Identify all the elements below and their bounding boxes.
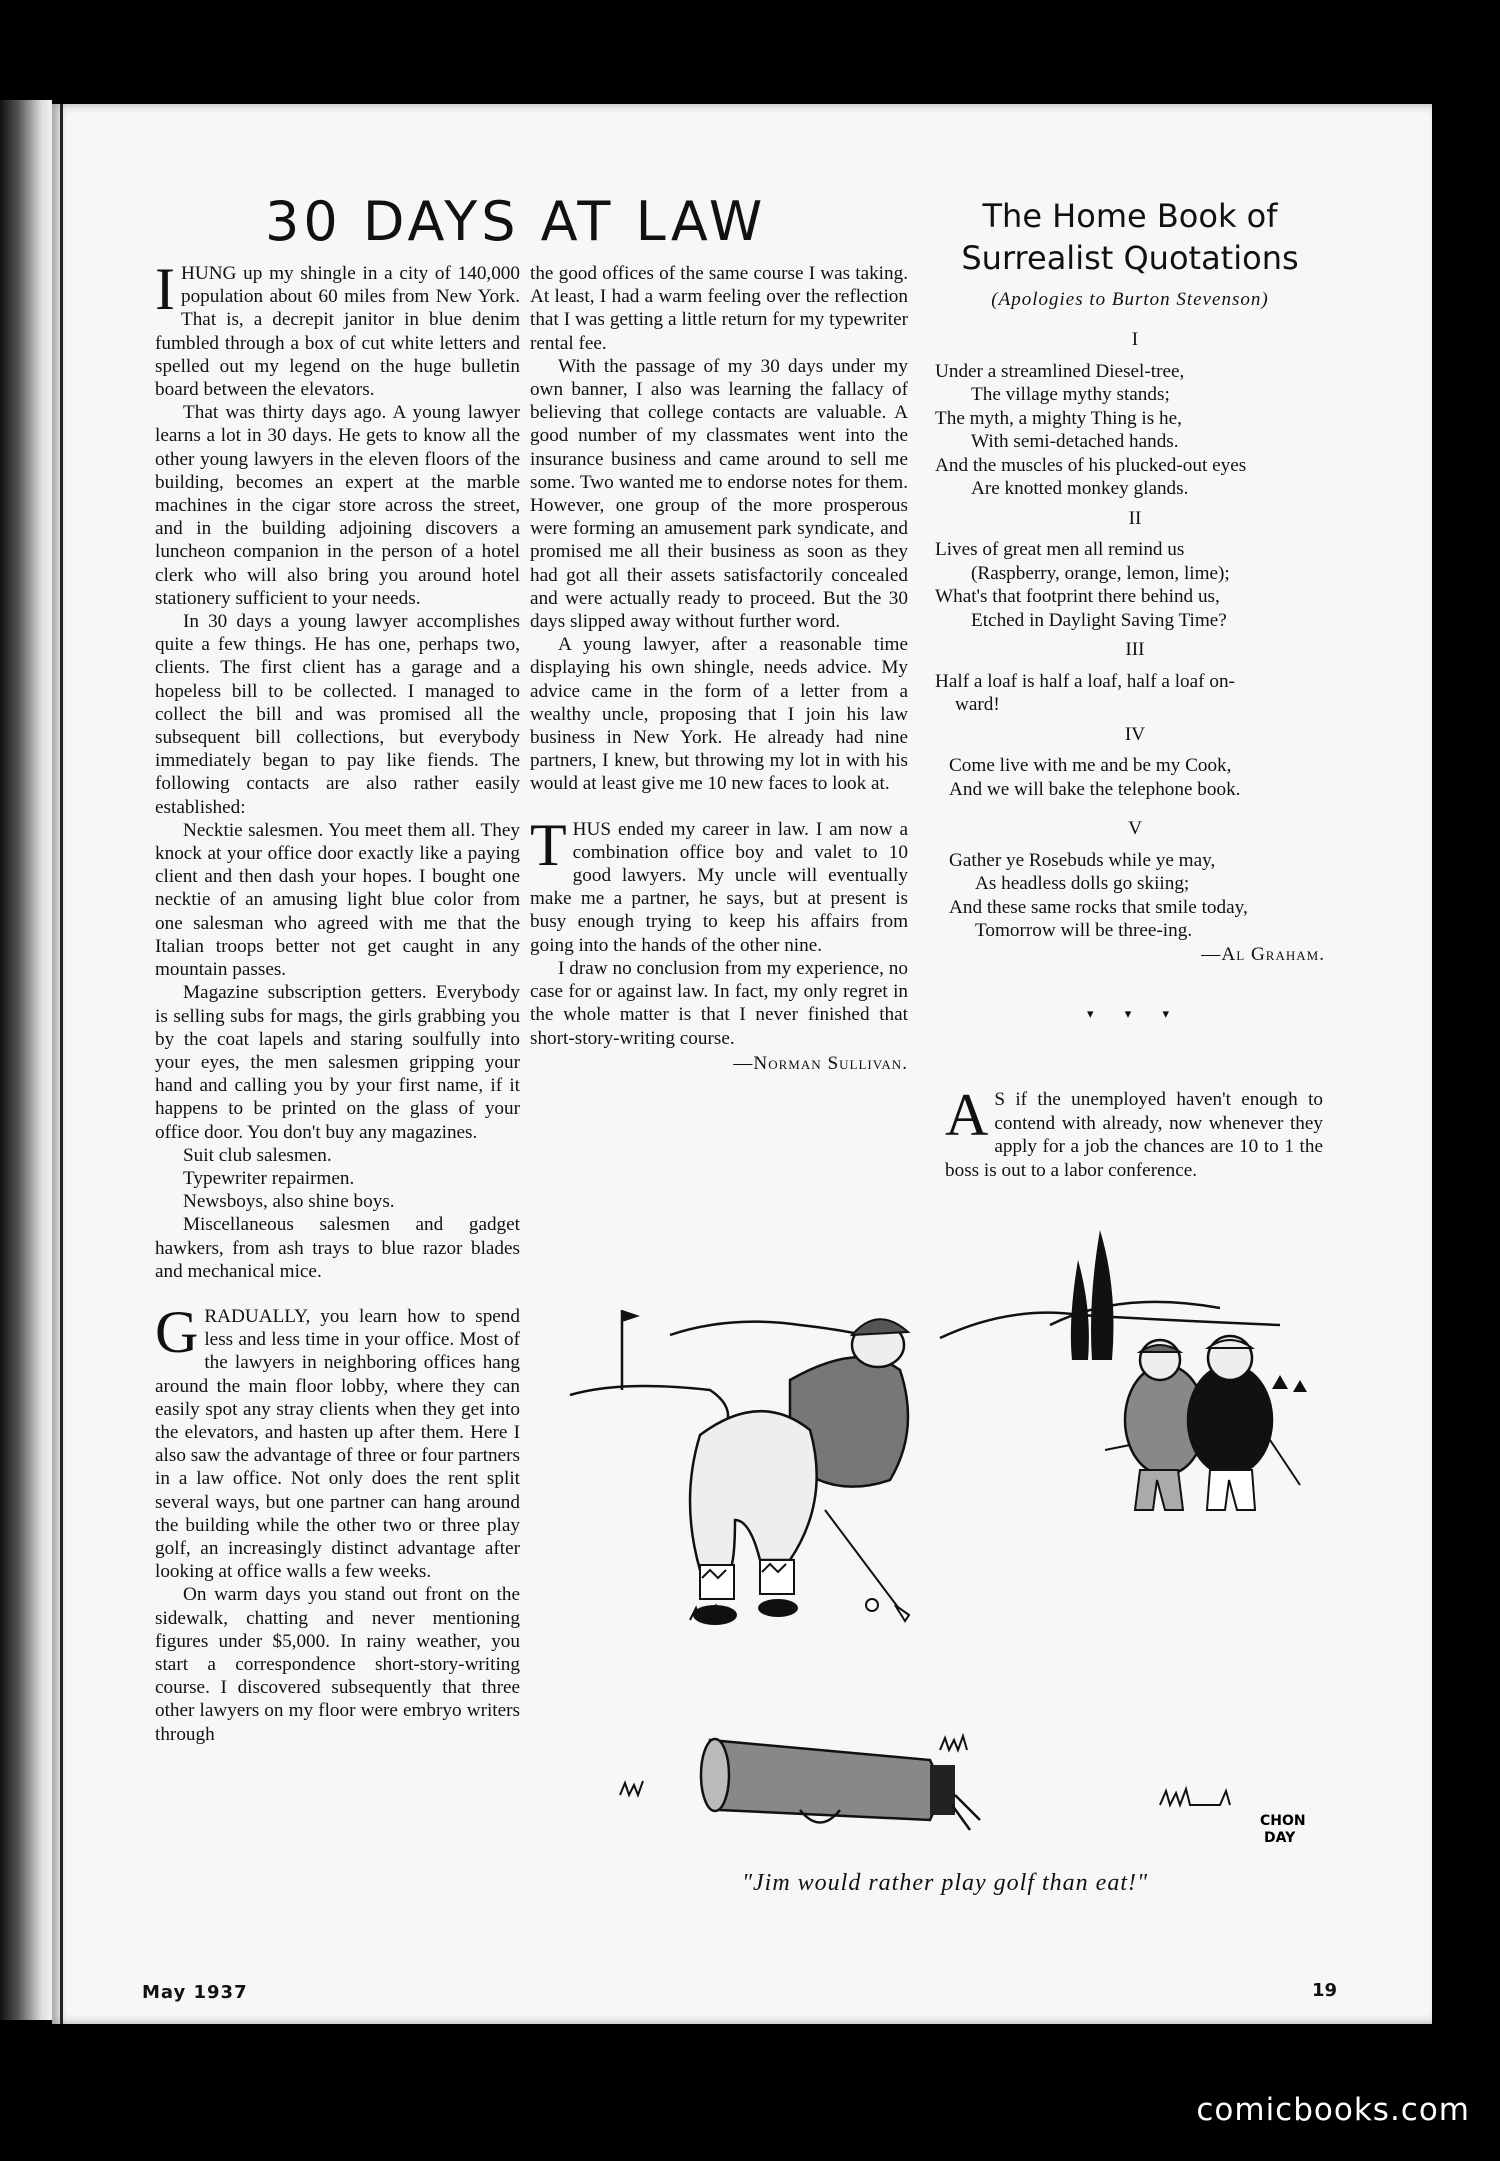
article-column-1 xyxy=(155,256,520,1746)
golf-cartoon-illustration xyxy=(560,1220,1330,1870)
poem-body xyxy=(935,322,1335,1026)
poem-title xyxy=(940,195,1320,279)
flag-icon xyxy=(622,1310,640,1322)
article-paragraph xyxy=(530,811,908,957)
golf-club xyxy=(825,1510,900,1610)
artist-signature: DAY xyxy=(1264,1830,1296,1846)
poem-line: As headless dolls go skiing; xyxy=(975,873,1190,894)
poem-line: Under a streamlined Diesel-tree, xyxy=(935,360,1185,382)
cartoon-caption: "Jim would rather play golf than eat!" xyxy=(741,1870,1149,1896)
drop-cap: T xyxy=(530,811,567,878)
stanza-number: II xyxy=(1128,507,1142,529)
poem-line: Lives of great men all remind us xyxy=(935,539,1185,560)
article-title: 30 DAYS AT LAW xyxy=(265,190,767,253)
article-paragraph: A young lawyer, after a reasonable time displaying his own shingle, needs advice. My advice came in the form of a letter from a wealthy uncle, proposing that I join his law business in New York. He already had nine partners, I knew, but throwing my lot in with his would at least give me 10 new faces to look at. xyxy=(530,634,908,795)
poem-title-line: The Home Book of xyxy=(982,197,1278,235)
gutter-line xyxy=(60,104,63,2024)
article-paragraph: I draw no conclusion from my experience, no case for or against law. In fact, my only regret in the whole matter is that I never finished that short-story-writing course. xyxy=(530,957,908,1049)
poem-line: ward! xyxy=(955,694,1000,715)
golfer-cap xyxy=(852,1319,908,1335)
poem-line: The myth, a mighty Thing is he, xyxy=(935,407,1182,429)
section-dingbats: ▾ ▾ ▾ xyxy=(1086,1006,1184,1021)
hill-line xyxy=(670,1322,880,1340)
poem-line: The village mythy stands; xyxy=(971,384,1170,405)
article-paragraph xyxy=(155,1298,520,1583)
article-paragraph: On warm days you stand out front on the sidewalk, chatting and never mentioning figures under $5,000. In rainy weather, you start a correspondence short-story-writing course. I discovered subsequently that three other lawyers on my floor were embryo writers through xyxy=(155,1584,520,1745)
cypress-tree xyxy=(1091,1230,1114,1360)
article-paragraph: the good offices of the same course I was taking. At least, I had a warm feeling over the reflection that I was getting a little return for my typewriter rental fee. xyxy=(530,263,908,354)
grass-tuft xyxy=(940,1736,967,1750)
article-paragraph: In 30 days a young lawyer accomplishes quite a few things. He has one, perhaps two, clients. The first client has a garage and a hopeless bill to be collected. I managed to collect the bill and was promised all the subsequent bill collections, but everybody immediately began to pay like fiends. The following contacts are also rather easily established: xyxy=(155,611,520,818)
golf-bag xyxy=(701,1739,980,1830)
stanza-number: III xyxy=(1125,639,1145,660)
poem-line: And the muscles of his plucked-out eyes xyxy=(935,454,1247,476)
cypress-tree xyxy=(1071,1260,1089,1360)
article-paragraph: Suit club salesmen. xyxy=(183,1144,332,1166)
drop-cap: G xyxy=(155,1298,199,1365)
poem-subtitle: (Apologies to Burton Stevenson) xyxy=(991,289,1269,310)
onlooker-figures xyxy=(1105,1336,1300,1510)
paragraph-text: HUNG up my shingle in a city of 140,000 population about 60 miles from New York. That is, a decrepit janitor in blue denim fumbled through a box of cut white letters and spelled out my legend on the huge bulletin board between the elevators. xyxy=(155,263,520,401)
putting-green xyxy=(570,1386,728,1435)
golfer-trousers xyxy=(690,1411,817,1570)
poem-line: Come live with me and be my Cook, xyxy=(949,755,1232,776)
article-paragraph: Magazine subscription getters. Everybody is selling subs for mags, the girls grabbing you by the coat lapels and staring soulfully into your eyes, the men salesmen gripping your hand and calling you by your first name, if it happens to be printed on the glass of your office door. You don't buy any magazines. xyxy=(155,982,520,1143)
stanza-number: I xyxy=(1131,329,1139,350)
pine-tree-icon xyxy=(1272,1375,1307,1392)
golfer-sock xyxy=(760,1560,794,1594)
stanza-number: IV xyxy=(1124,723,1146,745)
grass-tuft xyxy=(1160,1789,1230,1805)
article-paragraph: Typewriter repairmen. xyxy=(183,1167,355,1189)
poem-line: (Raspberry, orange, lemon, lime); xyxy=(971,562,1230,584)
poem-title-line: Surrealist Quotations xyxy=(961,239,1299,277)
paragraph-text: HUS ended my career in law. I am now a combination office boy and valet to 10 good lawyers. My uncle will eventually make me a partner, he says, but at present is busy enough trying to keep his affairs from going into the hands of the other nine. xyxy=(530,818,908,956)
poem-line: With semi-detached hands. xyxy=(971,431,1179,452)
poem-line: Tomorrow will be three-ing. xyxy=(975,920,1193,941)
poem-line: Gather ye Rosebuds while ye may, xyxy=(949,849,1216,871)
article-paragraph: That was thirty days ago. A young lawyer learns a lot in 30 days. He gets to know all the other young lawyers in the eleven floors of the building, becomes an expert at the marble machines in the cigar store across the street, and in the building adjoining discovers a luncheon companion in the person of a hotel clerk who will also bring you around hotel stationery sufficient to your needs. xyxy=(155,402,520,609)
drop-cap: I xyxy=(155,256,175,322)
golfer-figure xyxy=(690,1319,909,1625)
stanza-number: V xyxy=(1128,818,1142,839)
article-column-2 xyxy=(530,262,908,1075)
paragraph-text: RADUALLY, you learn how to spend less and less time in your office. Most of the lawyers in neighboring offices hang around the main floor lobby, where they can easily spot any stray clients when they get into the elevators, and hasten up after them. Here I also saw the advantage of three or four partners in a law office. Not only does the rent split several ways, but one partner can hang around the building while the other two or three play golf, an increasingly distinct advantage after looking at office walls a few weeks. xyxy=(155,1305,520,1583)
artist-signature: CHON xyxy=(1260,1813,1306,1829)
site-watermark: comicbooks.com xyxy=(1196,2092,1470,2128)
golfer-sock xyxy=(700,1565,734,1599)
binding-spine xyxy=(0,100,52,2020)
poem-line: Half a loaf is half a loaf, half a loaf on- xyxy=(935,670,1235,692)
article-paragraph: Miscellaneous salesmen and gadget hawkers, from ash trays to blue razor blades and mechanical mice. xyxy=(155,1214,520,1282)
poem-line: Are knotted monkey glands. xyxy=(971,478,1189,499)
poem-line: Etched in Daylight Saving Time? xyxy=(971,609,1227,631)
poem-line: And these same rocks that smile today, xyxy=(949,896,1248,918)
article-paragraph: Necktie salesmen. You meet them all. They knock at your office door exactly like a paying client and then dash your hopes. I bought one necktie of an amusing light blue color from one salesman who agreed with me that the Italian troops better not get caught in any mountain passes. xyxy=(155,819,520,981)
golf-ball xyxy=(866,1599,878,1611)
article-paragraph xyxy=(155,256,520,401)
issue-date: May 1937 xyxy=(142,1982,248,2003)
poem-author: —Al Graham. xyxy=(1201,943,1325,965)
poem-line: What's that footprint there behind us, xyxy=(935,586,1220,607)
article-signature: —Norman Sullivan. xyxy=(733,1052,908,1074)
poem-line: And we will bake the telephone book. xyxy=(949,778,1241,800)
article-paragraph: Newsboys, also shine boys. xyxy=(183,1191,395,1213)
page-number: 19 xyxy=(1312,1980,1338,2001)
golfer-shoe xyxy=(758,1599,798,1617)
article-paragraph: With the passage of my 30 days under my own banner, I also was learning the fallacy of believing that college contacts are valuable. A good number of my classmates went into the insurance business and came around to sell me some. Two wanted me to endorse notes for them. However, one group of the more prosperous were forming an amusement park syndicate, and promised me all their business as soon as they had got all their assets satisfactorily concealed and were actually ready to proceed. But the 30 days slipped away without further word. xyxy=(530,355,908,633)
paragraph-text: S if the unemployed haven't enough to contend with already, now whenever they apply for a job the chances are 10 to 1 the boss is out to a labor conference. xyxy=(945,1089,1323,1181)
drop-cap: A xyxy=(945,1082,989,1148)
filler-paragraph xyxy=(945,1082,1323,1182)
grass-tuft xyxy=(620,1781,643,1795)
